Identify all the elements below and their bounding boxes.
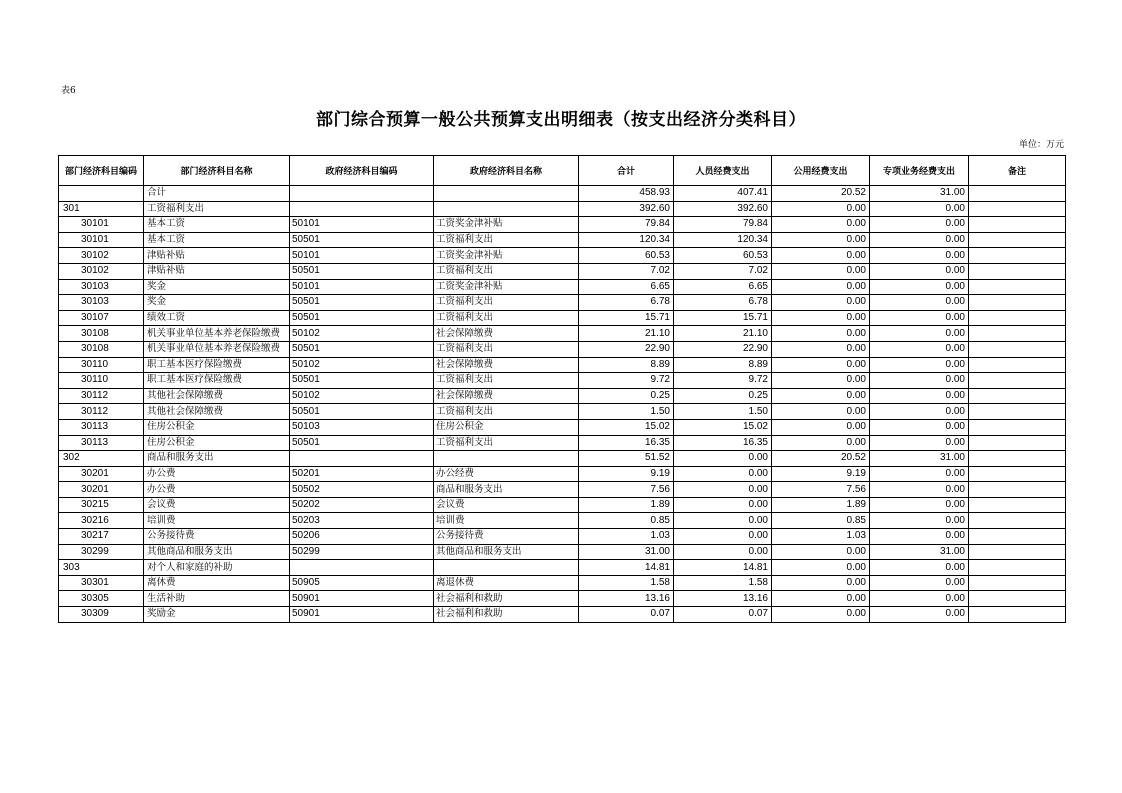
cell-dept-code: 302 — [59, 451, 144, 467]
cell-total: 120.34 — [579, 232, 674, 248]
table-row — [59, 529, 1066, 545]
page-title: 部门综合预算一般公共预算支出明细表（按支出经济分类科目） — [316, 110, 806, 130]
cell-total: 8.89 — [579, 357, 674, 373]
cell-gov-name: 会议费 — [434, 497, 579, 513]
header-special: 专项业务经费支出 — [870, 156, 969, 186]
cell-gov-code — [290, 560, 434, 576]
cell-note — [969, 295, 1066, 311]
cell-special: 0.00 — [870, 466, 969, 482]
cell-gov-code: 50102 — [290, 388, 434, 404]
cell-gov-code: 50501 — [290, 404, 434, 420]
cell-total: 0.07 — [579, 607, 674, 623]
cell-gov-name — [434, 451, 579, 467]
cell-gov-name: 工资福利支出 — [434, 404, 579, 420]
cell-total: 6.65 — [579, 279, 674, 295]
cell-dept-name: 绩效工资 — [144, 310, 290, 326]
cell-public: 1.89 — [772, 497, 870, 513]
cell-dept-name: 其他商品和服务支出 — [144, 544, 290, 560]
cell-public: 0.00 — [772, 357, 870, 373]
cell-personnel: 0.07 — [674, 607, 772, 623]
cell-public: 1.03 — [772, 529, 870, 545]
cell-total: 7.02 — [579, 263, 674, 279]
cell-personnel: 60.53 — [674, 248, 772, 264]
cell-public: 0.00 — [772, 435, 870, 451]
cell-special: 0.00 — [870, 388, 969, 404]
cell-public: 0.85 — [772, 513, 870, 529]
cell-gov-name: 工资福利支出 — [434, 295, 579, 311]
cell-public: 0.00 — [772, 326, 870, 342]
cell-dept-code: 30299 — [59, 544, 144, 560]
cell-total: 7.56 — [579, 482, 674, 498]
header-public: 公用经费支出 — [772, 156, 870, 186]
cell-dept-name: 基本工资 — [144, 232, 290, 248]
cell-total: 1.50 — [579, 404, 674, 420]
cell-special: 0.00 — [870, 560, 969, 576]
table-row — [59, 544, 1066, 560]
cell-special: 0.00 — [870, 497, 969, 513]
cell-gov-code: 50102 — [290, 357, 434, 373]
header-gov-code: 政府经济科目编码 — [290, 156, 434, 186]
table-row — [59, 263, 1066, 279]
cell-dept-name: 住房公积金 — [144, 435, 290, 451]
cell-special: 0.00 — [870, 326, 969, 342]
cell-dept-code: 303 — [59, 560, 144, 576]
cell-special: 0.00 — [870, 232, 969, 248]
cell-public: 7.56 — [772, 482, 870, 498]
cell-dept-code: 301 — [59, 201, 144, 217]
header-row — [59, 156, 1066, 186]
table-row — [59, 513, 1066, 529]
table-row — [59, 357, 1066, 373]
table-row — [59, 451, 1066, 467]
cell-public: 0.00 — [772, 544, 870, 560]
cell-gov-name: 离退休费 — [434, 575, 579, 591]
cell-personnel: 1.50 — [674, 404, 772, 420]
cell-dept-name: 其他社会保障缴费 — [144, 388, 290, 404]
cell-special: 0.00 — [870, 529, 969, 545]
cell-total: 22.90 — [579, 341, 674, 357]
cell-total: 79.84 — [579, 217, 674, 233]
cell-total: 21.10 — [579, 326, 674, 342]
cell-dept-name: 奖金 — [144, 295, 290, 311]
cell-note — [969, 544, 1066, 560]
cell-dept-code: 30102 — [59, 263, 144, 279]
cell-dept-code: 30101 — [59, 217, 144, 233]
cell-personnel: 0.00 — [674, 482, 772, 498]
cell-dept-name: 离休费 — [144, 575, 290, 591]
cell-gov-name: 社会保障缴费 — [434, 357, 579, 373]
cell-gov-code — [290, 186, 434, 202]
header-total: 合计 — [579, 156, 674, 186]
cell-special: 31.00 — [870, 544, 969, 560]
cell-total: 60.53 — [579, 248, 674, 264]
table-row — [59, 419, 1066, 435]
header-gov-name: 政府经济科目名称 — [434, 156, 579, 186]
cell-dept-name: 合计 — [144, 186, 290, 202]
cell-personnel: 1.58 — [674, 575, 772, 591]
cell-personnel: 7.02 — [674, 263, 772, 279]
cell-gov-code: 50501 — [290, 263, 434, 279]
table-row — [59, 482, 1066, 498]
cell-dept-name: 职工基本医疗保险缴费 — [144, 357, 290, 373]
cell-note — [969, 404, 1066, 420]
cell-note — [969, 466, 1066, 482]
cell-gov-name: 工资奖金津补贴 — [434, 217, 579, 233]
cell-note — [969, 419, 1066, 435]
cell-gov-code: 50101 — [290, 248, 434, 264]
cell-note — [969, 357, 1066, 373]
cell-total: 1.58 — [579, 575, 674, 591]
cell-public: 0.00 — [772, 419, 870, 435]
cell-special: 31.00 — [870, 451, 969, 467]
cell-dept-name: 其他社会保障缴费 — [144, 404, 290, 420]
cell-note — [969, 248, 1066, 264]
cell-public: 0.00 — [772, 201, 870, 217]
cell-special: 0.00 — [870, 419, 969, 435]
cell-dept-name: 对个人和家庭的补助 — [144, 560, 290, 576]
cell-dept-code: 30113 — [59, 435, 144, 451]
cell-note — [969, 575, 1066, 591]
cell-public: 0.00 — [772, 248, 870, 264]
cell-dept-code: 30101 — [59, 232, 144, 248]
table-row — [59, 388, 1066, 404]
cell-dept-name: 奖励金 — [144, 607, 290, 623]
cell-dept-code: 30112 — [59, 388, 144, 404]
cell-dept-code: 30301 — [59, 575, 144, 591]
cell-note — [969, 451, 1066, 467]
cell-gov-code: 50501 — [290, 232, 434, 248]
cell-gov-name: 社会福利和救助 — [434, 607, 579, 623]
cell-dept-code: 30217 — [59, 529, 144, 545]
cell-gov-code: 50101 — [290, 217, 434, 233]
cell-special: 0.00 — [870, 435, 969, 451]
cell-personnel: 0.00 — [674, 497, 772, 513]
cell-special: 0.00 — [870, 217, 969, 233]
cell-total: 1.89 — [579, 497, 674, 513]
cell-note — [969, 560, 1066, 576]
cell-personnel: 0.00 — [674, 513, 772, 529]
cell-dept-code: 30216 — [59, 513, 144, 529]
cell-gov-code: 50103 — [290, 419, 434, 435]
table-row — [59, 560, 1066, 576]
cell-note — [969, 217, 1066, 233]
cell-note — [969, 326, 1066, 342]
cell-gov-name — [434, 186, 579, 202]
table-row — [59, 232, 1066, 248]
table-row — [59, 607, 1066, 623]
cell-gov-code: 50201 — [290, 466, 434, 482]
cell-dept-name: 办公费 — [144, 482, 290, 498]
cell-dept-code: 30110 — [59, 357, 144, 373]
cell-gov-name: 工资福利支出 — [434, 232, 579, 248]
cell-special: 0.00 — [870, 404, 969, 420]
table-row — [59, 248, 1066, 264]
cell-special: 31.00 — [870, 186, 969, 202]
cell-dept-code: 30102 — [59, 248, 144, 264]
cell-dept-code: 30103 — [59, 295, 144, 311]
header-note: 备注 — [969, 156, 1066, 186]
cell-gov-name: 社会保障缴费 — [434, 326, 579, 342]
table-number-label: 表6 — [61, 86, 76, 96]
cell-gov-name: 社会福利和救助 — [434, 591, 579, 607]
cell-public: 0.00 — [772, 232, 870, 248]
cell-public: 0.00 — [772, 373, 870, 389]
cell-personnel: 0.00 — [674, 451, 772, 467]
cell-dept-name: 工资福利支出 — [144, 201, 290, 217]
cell-dept-code: 30108 — [59, 326, 144, 342]
cell-dept-name: 津贴补贴 — [144, 263, 290, 279]
cell-special: 0.00 — [870, 482, 969, 498]
cell-gov-name: 公务接待费 — [434, 529, 579, 545]
cell-dept-code: 30113 — [59, 419, 144, 435]
cell-dept-code: 30309 — [59, 607, 144, 623]
cell-dept-code: 30201 — [59, 482, 144, 498]
cell-personnel: 0.00 — [674, 466, 772, 482]
cell-total: 9.19 — [579, 466, 674, 482]
table-row — [59, 295, 1066, 311]
cell-gov-name: 工资福利支出 — [434, 373, 579, 389]
cell-public: 9.19 — [772, 466, 870, 482]
cell-dept-name: 基本工资 — [144, 217, 290, 233]
cell-total: 15.02 — [579, 419, 674, 435]
cell-personnel: 21.10 — [674, 326, 772, 342]
cell-public: 0.00 — [772, 217, 870, 233]
table-row — [59, 217, 1066, 233]
cell-gov-name: 工资福利支出 — [434, 435, 579, 451]
cell-personnel: 6.78 — [674, 295, 772, 311]
table-row — [59, 326, 1066, 342]
cell-special: 0.00 — [870, 373, 969, 389]
cell-dept-name: 商品和服务支出 — [144, 451, 290, 467]
header-dept-code: 部门经济科目编码 — [59, 156, 144, 186]
cell-gov-name: 工资福利支出 — [434, 341, 579, 357]
cell-personnel: 392.60 — [674, 201, 772, 217]
table-row — [59, 497, 1066, 513]
cell-gov-code: 50901 — [290, 591, 434, 607]
table-row — [59, 279, 1066, 295]
cell-dept-name: 会议费 — [144, 497, 290, 513]
cell-special: 0.00 — [870, 295, 969, 311]
cell-personnel: 15.71 — [674, 310, 772, 326]
table-row — [59, 466, 1066, 482]
cell-total: 51.52 — [579, 451, 674, 467]
expenditure-detail-table — [58, 155, 1066, 623]
cell-public: 0.00 — [772, 388, 870, 404]
cell-public: 0.00 — [772, 404, 870, 420]
table-row — [59, 201, 1066, 217]
cell-note — [969, 388, 1066, 404]
cell-total: 458.93 — [579, 186, 674, 202]
cell-gov-name: 社会保障缴费 — [434, 388, 579, 404]
cell-public: 0.00 — [772, 341, 870, 357]
table-body — [59, 186, 1066, 623]
cell-special: 0.00 — [870, 310, 969, 326]
cell-note — [969, 310, 1066, 326]
cell-gov-name: 商品和服务支出 — [434, 482, 579, 498]
cell-note — [969, 232, 1066, 248]
table-row — [59, 591, 1066, 607]
cell-gov-name: 办公经费 — [434, 466, 579, 482]
cell-total: 0.85 — [579, 513, 674, 529]
cell-dept-name: 住房公积金 — [144, 419, 290, 435]
cell-public: 0.00 — [772, 591, 870, 607]
cell-note — [969, 607, 1066, 623]
cell-dept-name: 公务接待费 — [144, 529, 290, 545]
cell-note — [969, 186, 1066, 202]
cell-public: 20.52 — [772, 451, 870, 467]
cell-public: 0.00 — [772, 263, 870, 279]
cell-dept-code: 30112 — [59, 404, 144, 420]
cell-total: 31.00 — [579, 544, 674, 560]
cell-gov-code: 50101 — [290, 279, 434, 295]
cell-special: 0.00 — [870, 591, 969, 607]
cell-dept-name: 津贴补贴 — [144, 248, 290, 264]
table-row — [59, 435, 1066, 451]
cell-note — [969, 341, 1066, 357]
cell-note — [969, 279, 1066, 295]
cell-personnel: 9.72 — [674, 373, 772, 389]
cell-dept-code: 30215 — [59, 497, 144, 513]
cell-personnel: 16.35 — [674, 435, 772, 451]
cell-dept-code: 30110 — [59, 373, 144, 389]
cell-dept-name: 机关事业单位基本养老保险缴费 — [144, 341, 290, 357]
cell-gov-code: 50206 — [290, 529, 434, 545]
cell-public: 0.00 — [772, 560, 870, 576]
cell-total: 16.35 — [579, 435, 674, 451]
cell-gov-code: 50501 — [290, 373, 434, 389]
cell-gov-name: 工资福利支出 — [434, 310, 579, 326]
cell-gov-name — [434, 560, 579, 576]
cell-total: 1.03 — [579, 529, 674, 545]
cell-personnel: 0.25 — [674, 388, 772, 404]
cell-special: 0.00 — [870, 341, 969, 357]
cell-gov-code: 50501 — [290, 341, 434, 357]
cell-dept-code: 30305 — [59, 591, 144, 607]
cell-gov-code — [290, 201, 434, 217]
cell-personnel: 8.89 — [674, 357, 772, 373]
header-personnel: 人员经费支出 — [674, 156, 772, 186]
cell-dept-name: 生活补助 — [144, 591, 290, 607]
header-dept-name: 部门经济科目名称 — [144, 156, 290, 186]
cell-public: 0.00 — [772, 607, 870, 623]
cell-gov-code: 50501 — [290, 435, 434, 451]
cell-dept-name: 培训费 — [144, 513, 290, 529]
cell-gov-name — [434, 201, 579, 217]
cell-public: 0.00 — [772, 295, 870, 311]
cell-personnel: 120.34 — [674, 232, 772, 248]
cell-gov-code: 50202 — [290, 497, 434, 513]
table-row — [59, 310, 1066, 326]
cell-personnel: 0.00 — [674, 529, 772, 545]
cell-special: 0.00 — [870, 248, 969, 264]
cell-dept-name: 办公费 — [144, 466, 290, 482]
cell-personnel: 14.81 — [674, 560, 772, 576]
cell-gov-code: 50502 — [290, 482, 434, 498]
cell-gov-name: 培训费 — [434, 513, 579, 529]
table-header — [59, 156, 1066, 186]
cell-dept-name: 机关事业单位基本养老保险缴费 — [144, 326, 290, 342]
cell-public: 0.00 — [772, 310, 870, 326]
cell-gov-name: 工资奖金津补贴 — [434, 279, 579, 295]
cell-note — [969, 373, 1066, 389]
cell-special: 0.00 — [870, 357, 969, 373]
cell-total: 392.60 — [579, 201, 674, 217]
table-row — [59, 404, 1066, 420]
cell-gov-code: 50501 — [290, 310, 434, 326]
cell-dept-code — [59, 186, 144, 202]
cell-gov-name: 住房公积金 — [434, 419, 579, 435]
cell-gov-name: 其他商品和服务支出 — [434, 544, 579, 560]
cell-gov-name: 工资奖金津补贴 — [434, 248, 579, 264]
cell-special: 0.00 — [870, 513, 969, 529]
cell-note — [969, 513, 1066, 529]
cell-gov-code: 50299 — [290, 544, 434, 560]
cell-dept-name: 奖金 — [144, 279, 290, 295]
cell-total: 6.78 — [579, 295, 674, 311]
cell-special: 0.00 — [870, 607, 969, 623]
cell-dept-code: 30103 — [59, 279, 144, 295]
cell-total: 15.71 — [579, 310, 674, 326]
cell-personnel: 79.84 — [674, 217, 772, 233]
cell-personnel: 15.02 — [674, 419, 772, 435]
cell-note — [969, 201, 1066, 217]
cell-total: 9.72 — [579, 373, 674, 389]
cell-gov-code: 50901 — [290, 607, 434, 623]
cell-special: 0.00 — [870, 279, 969, 295]
cell-note — [969, 482, 1066, 498]
cell-total: 13.16 — [579, 591, 674, 607]
cell-note — [969, 497, 1066, 513]
cell-dept-name: 职工基本医疗保险缴费 — [144, 373, 290, 389]
cell-gov-code: 50501 — [290, 295, 434, 311]
cell-total: 14.81 — [579, 560, 674, 576]
cell-note — [969, 435, 1066, 451]
unit-label: 单位：万元 — [1018, 140, 1064, 150]
cell-gov-code: 50905 — [290, 575, 434, 591]
cell-note — [969, 529, 1066, 545]
cell-public: 20.52 — [772, 186, 870, 202]
cell-personnel: 22.90 — [674, 341, 772, 357]
cell-gov-code: 50203 — [290, 513, 434, 529]
cell-gov-code: 50102 — [290, 326, 434, 342]
cell-gov-name: 工资福利支出 — [434, 263, 579, 279]
cell-dept-code: 30108 — [59, 341, 144, 357]
table-row — [59, 575, 1066, 591]
cell-public: 0.00 — [772, 575, 870, 591]
cell-special: 0.00 — [870, 263, 969, 279]
cell-note — [969, 263, 1066, 279]
cell-note — [969, 591, 1066, 607]
table-row — [59, 186, 1066, 202]
cell-public: 0.00 — [772, 279, 870, 295]
cell-personnel: 13.16 — [674, 591, 772, 607]
cell-special: 0.00 — [870, 575, 969, 591]
table-row — [59, 373, 1066, 389]
cell-gov-code — [290, 451, 434, 467]
cell-special: 0.00 — [870, 201, 969, 217]
cell-dept-code: 30107 — [59, 310, 144, 326]
table-row — [59, 341, 1066, 357]
cell-personnel: 6.65 — [674, 279, 772, 295]
cell-personnel: 407.41 — [674, 186, 772, 202]
cell-total: 0.25 — [579, 388, 674, 404]
cell-dept-code: 30201 — [59, 466, 144, 482]
cell-personnel: 0.00 — [674, 544, 772, 560]
